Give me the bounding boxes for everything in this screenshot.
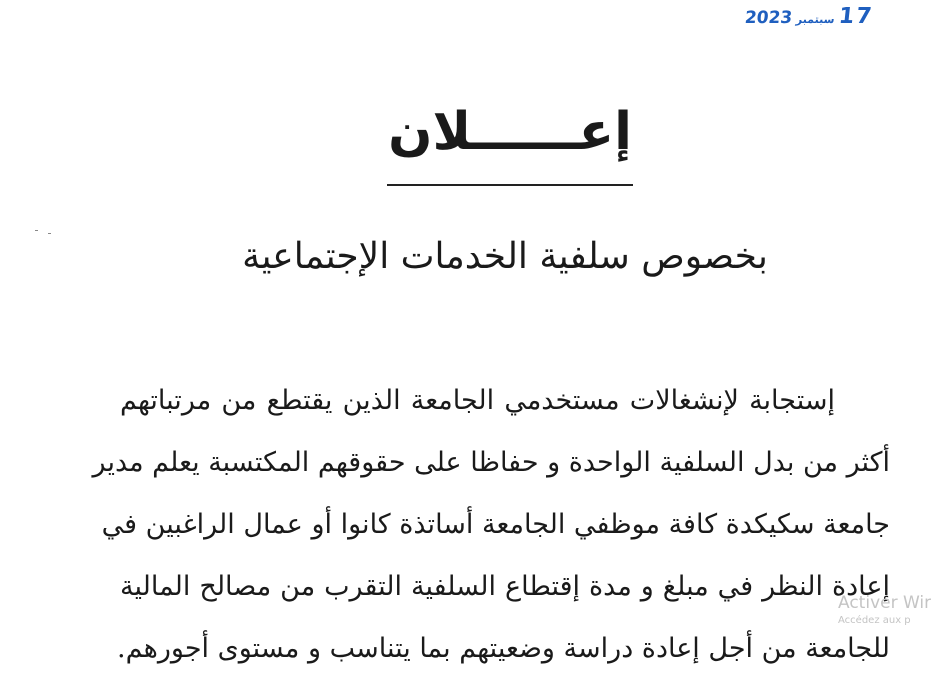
- scan-speck: [35, 230, 38, 231]
- body-line: إعادة النظر في مبلغ و مدة إقتطاع السلفية التقرب من مصالح المالية: [120, 571, 890, 602]
- stamp-month: سبتمبر: [794, 13, 835, 26]
- stamp-day: 17: [837, 4, 875, 29]
- body-line: إستجابة لإنشغالات مستخدمي الجامعة الذين يقتطع من مرتباتهم: [120, 385, 835, 416]
- announcement-title-block: [385, 100, 635, 165]
- title-underline: [387, 184, 633, 186]
- scan-speck: [48, 233, 51, 234]
- body-line: أكثر من بدل السلفية الواحدة و حفاظا على حقوقهم المكتسبة يعلم مدير: [92, 447, 890, 478]
- announcement-subtitle: بخصوص سلفية الخدمات الإجتماعية: [242, 236, 768, 277]
- date-stamp: [743, 4, 874, 29]
- stamp-year: 2023: [743, 8, 793, 28]
- watermark-subtitle: Accédez aux p: [838, 615, 911, 626]
- activation-watermark: [838, 592, 931, 628]
- announcement-body: [92, 370, 890, 680]
- body-line: للجامعة من أجل إعادة دراسة وضعيتهم بما يتناسب و مستوى أجورهم.: [117, 633, 890, 664]
- body-line: جامعة سكيكدة كافة موظفي الجامعة أساتذة كانوا أو عمال الراغبين في: [101, 509, 890, 540]
- announcement-title: إعــــــلان: [388, 102, 632, 162]
- watermark-title: Activer Wir: [838, 593, 931, 613]
